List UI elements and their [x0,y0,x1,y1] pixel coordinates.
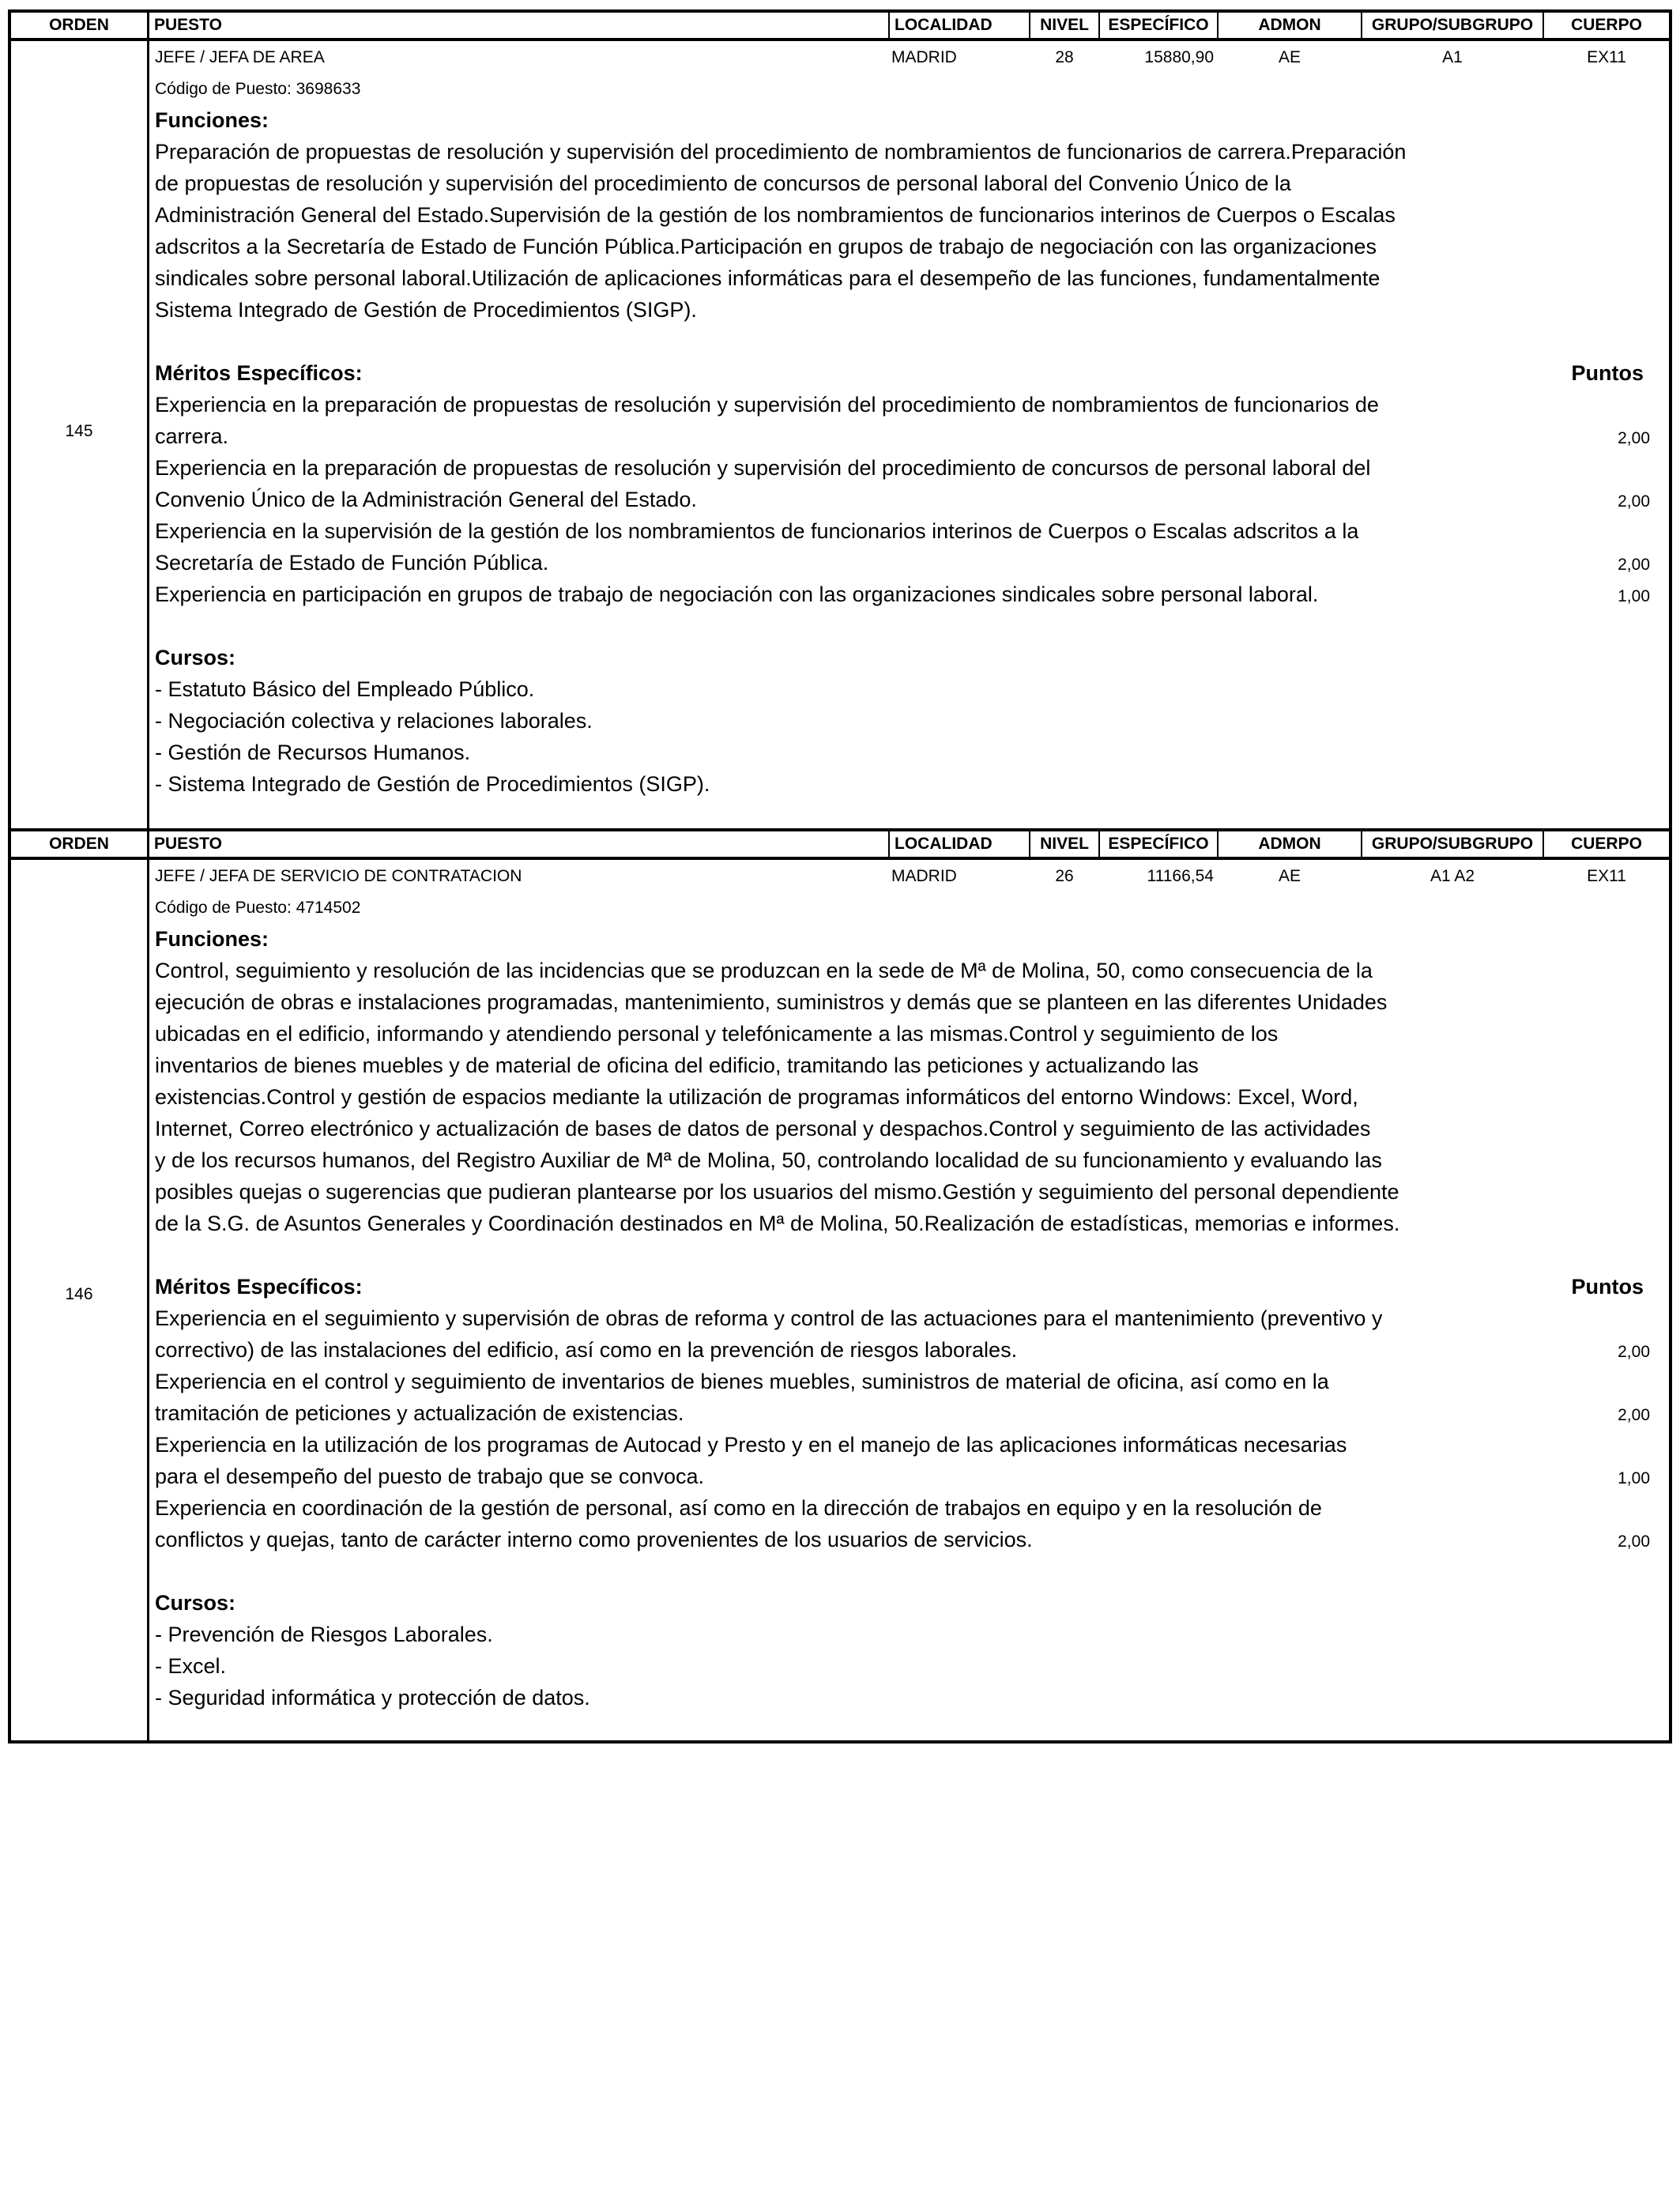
localidad-value: MADRID [891,48,957,66]
header-cuerpo: CUERPO [1571,16,1642,34]
header-admon: ADMON [1258,835,1321,853]
header-localidad: LOCALIDAD [895,835,993,853]
merito-puntos: 2,00 [1618,429,1650,447]
header-orden: ORDEN [49,835,109,853]
merito-text: Experiencia en el seguimiento y supervisión de obras de reforma y control de las actuaciones para el mantenimiento (preventivo y correctivo) de las instalaciones del edificio, así como en la prevención de riesgos laborales. [155,1306,1383,1362]
merito-item [155,1302,1650,1366]
puesto-value: JEFE / JEFA DE AREA [155,48,325,66]
header-nivel: NIVEL [1040,16,1089,34]
header-especifico: ESPECÍFICO [1108,16,1209,34]
merito-text: Experiencia en la utilización de los programas de Autocad y Presto y en el manejo de las aplicaciones informáticas necesarias para el desempeño del puesto de trabajo que se convoca. [155,1433,1347,1488]
curso-item: - Seguridad informática y protección de datos. [155,1686,590,1710]
merito-item [155,1492,1650,1555]
merito-puntos: 1,00 [1618,587,1650,605]
merito-puntos: 1,00 [1618,1469,1650,1487]
header-nivel: NIVEL [1040,835,1089,853]
header-cuerpo: CUERPO [1571,835,1642,853]
merito-item [155,1429,1650,1492]
merito-item [155,452,1650,515]
funciones-heading: Funciones: [155,927,269,951]
cuerpo-value: EX11 [1587,867,1626,885]
table-bottom-border [8,1740,1672,1744]
merito-puntos: 2,00 [1618,492,1650,511]
localidad-value: MADRID [891,867,957,885]
merito-text: Experiencia en el control y seguimiento de inventarios de bienes muebles, suministros de material de oficina, así como en la tramitación de peticiones y actualización de existencias. [155,1370,1329,1425]
meritos-heading: Méritos Específicos: [155,361,363,385]
header-localidad: LOCALIDAD [895,16,993,34]
nivel-value: 28 [1055,48,1074,66]
merito-text: Experiencia en coordinación de la gestión de personal, así como en la dirección de trabajos en equipo y en la resolución de conflictos y quejas, tanto de carácter interno como provenientes de los usuarios de servicios. [155,1496,1322,1551]
cursos-heading: Cursos: [155,1591,236,1615]
merito-text: Experiencia en la supervisión de la gestión de los nombramientos de funcionarios interinos de Cuerpos o Escalas adscritos a la Secretaría de Estado de Función Pública. [155,519,1359,575]
especifico-value: 11166,54 [1147,867,1214,885]
curso-item: - Negociación colectiva y relaciones laborales. [155,709,593,733]
entry-content [155,104,1650,800]
merito-puntos: 2,00 [1618,556,1650,574]
curso-item: - Sistema Integrado de Gestión de Procedimientos (SIGP). [155,772,710,796]
meritos-heading: Méritos Específicos: [155,1275,363,1299]
codigo-puesto: Código de Puesto: 4714502 [155,899,361,917]
grupo-value: A1 A2 [1430,867,1475,885]
curso-item: - Prevención de Riesgos Laborales. [155,1623,493,1646]
header-grupo: GRUPO/SUBGRUPO [1371,16,1534,34]
admon-value: AE [1278,48,1301,66]
header-orden: ORDEN [49,16,109,34]
orden-value: 145 [65,422,93,440]
grupo-value: A1 [1442,48,1463,66]
merito-text: Experiencia en la preparación de propuestas de resolución y supervisión del procedimiento de nombramientos de funcionarios de carrera. [155,393,1379,448]
table-header [11,9,1669,41]
merito-item [155,1366,1650,1429]
merito-text: Experiencia en participación en grupos de trabajo de negociación con las organizaciones sindicales sobre personal laboral. [155,582,1319,606]
header-grupo: GRUPO/SUBGRUPO [1371,835,1534,853]
puntos-heading: Puntos [1571,1275,1644,1299]
nivel-value: 26 [1055,867,1074,885]
curso-item: - Gestión de Recursos Humanos. [155,741,471,764]
merito-item [155,579,1650,610]
merito-item [155,389,1650,452]
entry-content [155,923,1650,1713]
merito-text: Experiencia en la preparación de propuestas de resolución y supervisión del procedimiento de concursos de personal laboral del Convenio Único de la Administración General del Estado. [155,456,1371,511]
header-especifico: ESPECÍFICO [1108,835,1209,853]
funciones-text: Control, seguimiento y resolución de las incidencias que se produzcan en la sede de Mª de Molina, 50, como consecuencia de la ejecución de obras e instalaciones programadas, mantenimiento, suministros y demás que se planteen en las diferentes Unidades ubicadas en el edificio, informando y atendiendo personal y telefónicamente a las mismas.Control y seguimiento de los inventarios de bienes muebles y de material de oficina del edificio, tramitando las peticiones y actualizando las existencias.Control y gestión de espacios mediante la utilización de programas informáticos del entorno Windows: Excel, Word, Internet, Correo electrónico y actualización de bases de datos de personal y despachos.Control y seguimiento de las actividades y de los recursos humanos, del Registro Auxiliar de Mª de Molina, 50, controlando localidad de su funcionamiento y evaluando las posibles quejas o sugerencias que pudieran plantearse por los usuarios del mismo.Gestión y seguimiento del personal dependiente de la S.G. de Asuntos Generales y Coordinación destinados en Mª de Molina, 50.Realización de estadísticas, memorias e informes. [155,959,1400,1235]
table-header [11,828,1669,860]
puntos-heading: Puntos [1571,361,1644,385]
orden-value: 146 [65,1285,93,1303]
header-puesto: PUESTO [154,16,222,34]
merito-puntos: 2,00 [1618,1343,1650,1361]
especifico-value: 15880,90 [1144,48,1214,66]
puesto-value: JEFE / JEFA DE SERVICIO DE CONTRATACION [155,867,522,885]
merito-puntos: 2,00 [1618,1532,1650,1551]
header-puesto: PUESTO [154,835,222,853]
admon-value: AE [1278,867,1301,885]
cursos-heading: Cursos: [155,646,236,669]
funciones-text: Preparación de propuestas de resolución y supervisión del procedimiento de nombramientos de funcionarios de carrera.Preparación de propuestas de resolución y supervisión del procedimiento de concursos de personal laboral del Convenio Único de la Administración General del Estado.Supervisión de la gestión de los nombramientos de funcionarios interinos de Cuerpos o Escalas adscritos a la Secretaría de Estado de Función Pública.Participación en grupos de trabajo de negociación con las organizaciones sindicales sobre personal laboral.Utilización de aplicaciones informáticas para el desempeño de las funciones, fundamentalmente Sistema Integrado de Gestión de Procedimientos (SIGP). [155,140,1407,322]
funciones-heading: Funciones: [155,108,269,132]
codigo-puesto: Código de Puesto: 3698633 [155,80,361,98]
curso-item: - Excel. [155,1654,227,1678]
header-admon: ADMON [1258,16,1321,34]
job-entry-146 [8,828,1672,1744]
merito-item [155,515,1650,579]
merito-puntos: 2,00 [1618,1406,1650,1424]
cuerpo-value: EX11 [1587,48,1626,66]
job-entry-145 [8,9,1672,830]
curso-item: - Estatuto Básico del Empleado Público. [155,677,535,701]
